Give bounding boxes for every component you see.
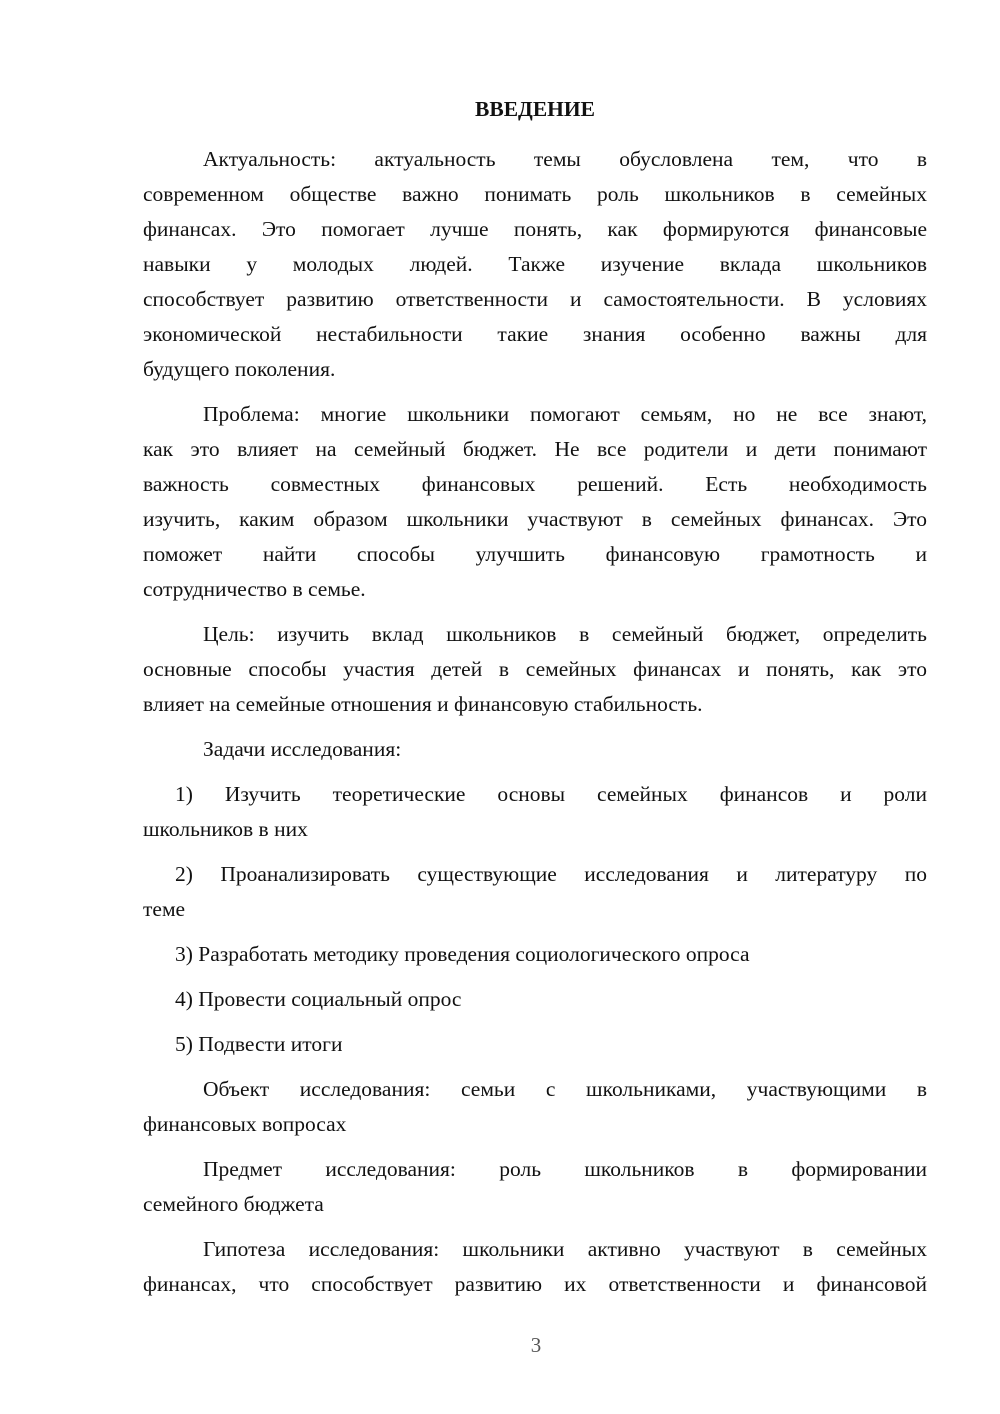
- paragraph: [143, 732, 927, 767]
- text-line: будущего поколения.: [143, 357, 336, 381]
- text-line: 2) Проанализировать существующие исследования и литературу по: [175, 862, 927, 886]
- text-line: 4) Провести социальный опрос: [175, 987, 462, 1011]
- text-line: Предмет исследования: роль школьников в формировании: [203, 1157, 927, 1181]
- text-line: Проблема: многие школьники помогают семьям, но не все знают,: [203, 402, 927, 426]
- text-line: теме: [143, 897, 186, 921]
- list-item: [143, 937, 927, 972]
- list-item: [143, 777, 927, 847]
- text-line: 1) Изучить теоретические основы семейных финансов и роли: [175, 782, 927, 806]
- text-line: Задачи исследования:: [203, 737, 402, 761]
- document-body: [143, 142, 927, 1302]
- text-line: основные способы участия детей в семейных финансах и понять, как это: [143, 657, 927, 681]
- text-line: влияет на семейные отношения и финансовую стабильность.: [143, 692, 703, 716]
- list-item: [143, 857, 927, 927]
- paragraph: [143, 1072, 927, 1142]
- text-line: Актуальность: актуальность темы обусловлена тем, что в: [203, 147, 927, 171]
- text-line: современном обществе важно понимать роль школьников в семейных: [143, 182, 927, 206]
- paragraph: [143, 617, 927, 722]
- text-line: финансах, что способствует развитию их ответственности и финансовой: [143, 1272, 927, 1296]
- section-title: ВВЕДЕНИЕ: [475, 97, 595, 121]
- text-line: Цель: изучить вклад школьников в семейный бюджет, определить: [203, 622, 927, 646]
- paragraph: [143, 1232, 927, 1302]
- list-item: [143, 1027, 927, 1062]
- text-line: 3) Разработать методику проведения социологического опроса: [175, 942, 750, 966]
- text-line: Гипотеза исследования: школьники активно участвуют в семейных: [203, 1237, 927, 1261]
- page-number: 3: [530, 1333, 542, 1357]
- text-line: важность совместных финансовых решений. Есть необходимость: [143, 472, 927, 496]
- text-line: финансовых вопросах: [143, 1112, 347, 1136]
- text-line: школьников в них: [143, 817, 308, 841]
- paragraph: [143, 1152, 927, 1222]
- text-line: 5) Подвести итоги: [175, 1032, 343, 1056]
- text-line: экономической нестабильности такие знания особенно важны для: [143, 322, 927, 346]
- text-line: навыки у молодых людей. Также изучение вклада школьников: [143, 252, 927, 276]
- text-line: сотрудничество в семье.: [143, 577, 366, 601]
- text-line: способствует развитию ответственности и самостоятельности. В условиях: [143, 287, 927, 311]
- list-item: [143, 982, 927, 1017]
- text-line: финансах. Это помогает лучше понять, как формируются финансовые: [143, 217, 927, 241]
- document-page: [143, 92, 927, 1312]
- text-line: изучить, каким образом школьники участвуют в семейных финансах. Это: [143, 507, 927, 531]
- text-line: как это влияет на семейный бюджет. Не все родители и дети понимают: [143, 437, 927, 461]
- paragraph: [143, 142, 927, 387]
- text-line: Объект исследования: семьи с школьниками, участвующими в: [203, 1077, 927, 1101]
- text-line: поможет найти способы улучшить финансовую грамотность и: [143, 542, 927, 566]
- paragraph: [143, 397, 927, 607]
- text-line: семейного бюджета: [143, 1192, 324, 1216]
